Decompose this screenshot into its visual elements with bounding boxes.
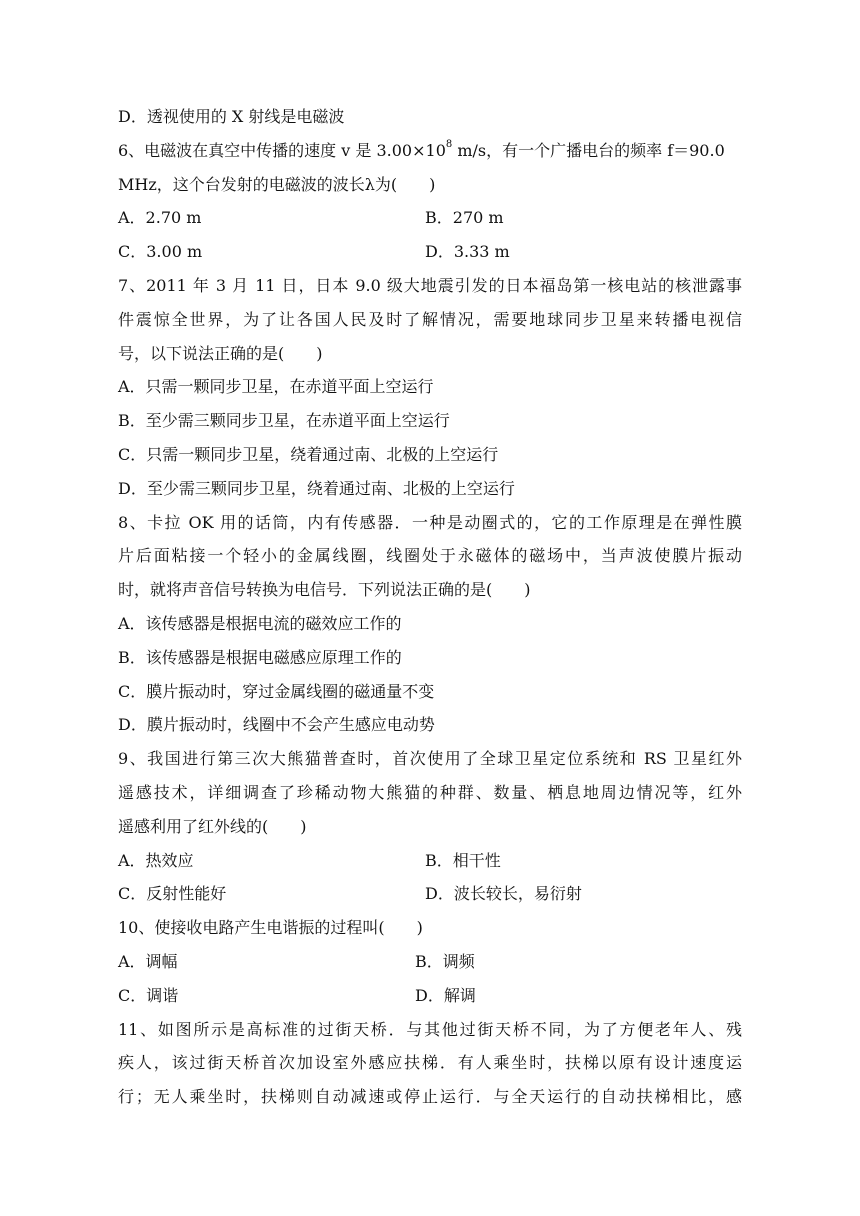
q9-option-d: D．波长较长，易衍射 xyxy=(425,884,582,904)
q10-option-b: B．调频 xyxy=(415,951,475,971)
q9-options-row-2 xyxy=(118,877,742,911)
q7-option-d: D．至少需三颗同步卫星，绕着通过南、北极的上空运行 xyxy=(118,478,515,498)
q6-options-row-1 xyxy=(118,201,742,235)
q10-options-row-2 xyxy=(118,979,742,1013)
q9-option-a: A．热效应 xyxy=(118,850,194,870)
q10-stem-line-1: 10、使接收电路产生电谐振的过程叫( ) xyxy=(118,918,423,938)
q9-option-c: C．反射性能好 xyxy=(118,884,227,904)
q11-stem-line-2: 疾人，该过街天桥首次加设室外感应扶梯．有人乘坐时，扶梯以原有设计速度运 xyxy=(118,1053,742,1073)
q6-option-b: B．270 m xyxy=(425,208,504,228)
q11-stem-line-3: 行；无人乘坐时，扶梯则自动减速或停止运行．与全天运行的自动扶梯相比，感 xyxy=(118,1087,742,1107)
q8-option-a: A．该传感器是根据电流的磁效应工作的 xyxy=(118,613,402,633)
q8-option-d: D．膜片振动时，线圈中不会产生感应电动势 xyxy=(118,715,435,735)
q6-options-row-2 xyxy=(118,235,742,269)
q7-option-c: C．只需一颗同步卫星，绕着通过南、北极的上空运行 xyxy=(118,444,499,464)
q8-option-b: B．该传感器是根据电磁感应原理工作的 xyxy=(118,647,402,667)
q9-option-b: B．相干性 xyxy=(425,850,501,870)
q6-option-d: D．3.33 m xyxy=(425,242,510,262)
q6-option-a: A．2.70 m xyxy=(118,208,202,228)
q7-option-a: A．只需一颗同步卫星，在赤道平面上空运行 xyxy=(118,377,434,397)
q10-options-row-1 xyxy=(118,945,742,979)
question-list xyxy=(118,100,742,1114)
exponent: 8 xyxy=(445,139,453,151)
q8-stem-line-1: 8、卡拉 OK 用的话筒，内有传感器．一种是动圈式的，它的工作原理是在弹性膜 xyxy=(118,512,742,532)
q7-stem-line-1: 7、2011 年 3 月 11 日，日本 9.0 级大地震引发的日本福岛第一核电站的核泄露事 xyxy=(118,275,742,295)
q8-option-c: C．膜片振动时，穿过金属线圈的磁通量不变 xyxy=(118,681,435,701)
q6-option-c: C．3.00 m xyxy=(118,242,203,262)
q7-option-b: B．至少需三颗同步卫星，在赤道平面上空运行 xyxy=(118,411,450,431)
q10-option-c: C．调谐 xyxy=(118,985,179,1005)
q10-option-a: A．调幅 xyxy=(118,951,178,971)
q9-options-row-1 xyxy=(118,844,742,878)
q10-option-d: D．解调 xyxy=(415,985,476,1005)
q7-stem-line-2: 件震惊全世界，为了让各国人民及时了解情况，需要地球同步卫星来转播电视信 xyxy=(118,309,742,329)
q9-stem-line-2: 遥感技术，详细调查了珍稀动物大熊猫的种群、数量、栖息地周边情况等，红外 xyxy=(118,782,742,802)
q6-stem-line-2: MHz，这个台发射的电磁波的波长λ为( ) xyxy=(118,174,436,194)
q8-stem-line-3: 时，就将声音信号转换为电信号．下列说法正确的是( ) xyxy=(118,580,531,600)
q6-stem-line-1: 6、电磁波在真空中传播的速度 v 是 $3.00\times 10^8$ m/s，有一个广播电台的频率 f＝90.0 xyxy=(118,139,725,160)
q9-stem-line-3: 遥感利用了红外线的( ) xyxy=(118,816,307,836)
q7-stem-line-3: 号，以下说法正确的是( ) xyxy=(118,343,323,363)
q9-stem-line-1: 9、我国进行第三次大熊猫普查时，首次使用了全球卫星定位系统和 RS 卫星红外 xyxy=(118,749,742,769)
q5-option-d: D．透视使用的 X 射线是电磁波 xyxy=(118,107,345,126)
q8-stem-line-2: 片后面粘接一个轻小的金属线圈，线圈处于永磁体的磁场中，当声波使膜片振动 xyxy=(118,546,742,566)
q11-stem-line-1: 11、如图所示是高标准的过街天桥．与其他过街天桥不同，为了方便老年人、残 xyxy=(118,1019,742,1039)
